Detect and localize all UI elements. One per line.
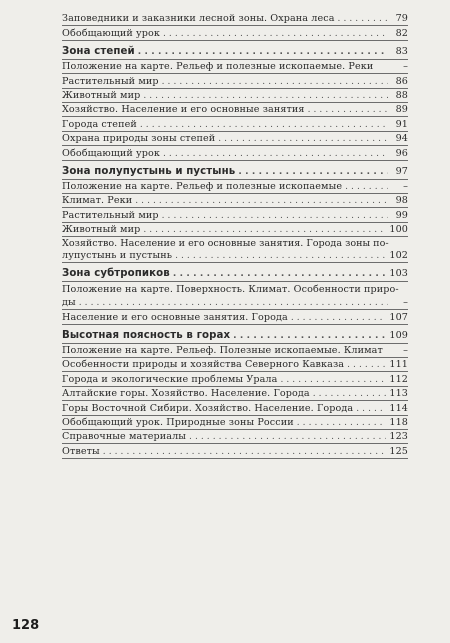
toc-entry bbox=[62, 372, 408, 386]
toc-entry bbox=[62, 103, 408, 117]
toc-entry bbox=[62, 387, 408, 401]
toc-entry-title: Население и его основные занятия. Города bbox=[62, 311, 288, 323]
dot-leader bbox=[347, 359, 386, 371]
toc-page-number: – bbox=[403, 180, 408, 192]
toc-page-number: 79 bbox=[395, 13, 408, 25]
toc-page-number: 107 bbox=[389, 311, 408, 323]
toc-entry-title: Хозяйство. Население и его основные занятия. Города зоны по- bbox=[62, 238, 389, 250]
toc-page-number: – bbox=[403, 61, 408, 73]
toc-entry-title: Положение на карте. Рельеф. Полезные ископаемые. Климат bbox=[62, 345, 383, 357]
toc-entry bbox=[62, 180, 408, 194]
toc-page-number: 100 bbox=[389, 224, 408, 236]
dot-leader bbox=[163, 28, 388, 40]
dot-leader bbox=[140, 119, 388, 131]
toc-section-heading bbox=[62, 41, 408, 60]
toc-entry bbox=[62, 146, 408, 160]
toc-entry-title: Хозяйство. Население и его основные занятия bbox=[62, 104, 305, 116]
toc-entry bbox=[62, 60, 408, 74]
dot-leader bbox=[173, 268, 387, 281]
toc-entry-title: Животный мир bbox=[62, 89, 141, 101]
dot-leader bbox=[103, 446, 387, 458]
toc-section-heading bbox=[62, 161, 408, 180]
toc-page-number: 94 bbox=[395, 133, 408, 145]
dot-leader bbox=[143, 224, 386, 236]
toc-entry-title: Города степей bbox=[62, 118, 137, 130]
toc-page-number: – bbox=[403, 297, 408, 309]
toc-entry-title: Растительный мир bbox=[62, 75, 159, 87]
toc-entry-title-cont: лупустынь и пустынь bbox=[62, 250, 173, 262]
dot-leader bbox=[356, 403, 386, 415]
dot-leader bbox=[297, 417, 387, 429]
toc-entry bbox=[62, 310, 408, 324]
toc-page-number: 96 bbox=[395, 147, 408, 159]
toc-entry-title: Ответы bbox=[62, 445, 100, 457]
toc-entry-title: Обобщающий урок. Природные зоны России bbox=[62, 416, 294, 428]
toc-page-number: 111 bbox=[389, 359, 408, 371]
toc-page-number: 83 bbox=[395, 45, 408, 57]
toc-entry-title: Заповедники и заказники лесной зоны. Охрана леса bbox=[62, 13, 335, 25]
dot-leader bbox=[163, 148, 388, 160]
toc-page-number: 125 bbox=[389, 445, 408, 457]
toc-entry bbox=[62, 344, 408, 358]
dot-leader bbox=[143, 90, 388, 102]
toc-page-number: 123 bbox=[389, 431, 408, 443]
dot-leader bbox=[313, 388, 387, 400]
toc-entry-title: Климат. Реки bbox=[62, 195, 133, 207]
toc-entry bbox=[62, 12, 408, 26]
toc-entry bbox=[62, 194, 408, 208]
toc-entry-title: Животный мир bbox=[62, 224, 141, 236]
toc-page-number: 112 bbox=[389, 373, 408, 385]
toc-page-number: – bbox=[403, 345, 408, 357]
dot-leader bbox=[345, 181, 388, 193]
toc-entry-title: Алтайские горы. Хозяйство. Население. Города bbox=[62, 388, 310, 400]
toc-entry bbox=[62, 358, 408, 372]
toc-page-number: 88 bbox=[395, 89, 408, 101]
toc-page-number: 86 bbox=[395, 75, 408, 87]
toc-entry bbox=[62, 401, 408, 415]
toc-entry bbox=[62, 223, 408, 237]
toc-entry bbox=[62, 89, 408, 103]
toc-page-number: 118 bbox=[389, 416, 408, 428]
dot-leader bbox=[218, 133, 388, 145]
toc-entry bbox=[62, 430, 408, 444]
toc-page-number: 99 bbox=[395, 209, 408, 221]
toc-page-number: 103 bbox=[389, 268, 408, 280]
toc-entry-title: Особенности природы и хозяйства Северного Кавказа bbox=[62, 359, 345, 371]
toc-entry-title: Обобщающий урок bbox=[62, 27, 160, 39]
section-title: Зона степей bbox=[62, 45, 135, 57]
toc-entry-title: Положение на карте. Рельеф и полезные ископаемые bbox=[62, 180, 343, 192]
page-number: 128 bbox=[12, 618, 40, 633]
dot-leader bbox=[280, 374, 386, 386]
toc-entry-title: ды bbox=[62, 297, 76, 309]
toc-entry-title: Положение на карте. Поверхность. Климат. Особенности приро- bbox=[62, 283, 399, 295]
toc-section-heading bbox=[62, 263, 408, 282]
dot-leader bbox=[308, 104, 388, 116]
toc-entry bbox=[62, 444, 408, 458]
toc-page-number: 98 bbox=[395, 195, 408, 207]
toc-page-number: 109 bbox=[389, 329, 408, 341]
section-title: Зона полупустынь и пустынь bbox=[62, 165, 236, 177]
toc-entry bbox=[62, 132, 408, 146]
toc-section-heading bbox=[62, 325, 408, 344]
dot-leader bbox=[338, 13, 388, 25]
toc-page-number: 97 bbox=[395, 165, 408, 177]
toc-entry-title: Охрана природы зоны степей bbox=[62, 133, 216, 145]
dot-leader bbox=[162, 210, 388, 222]
toc-entry-title: Положение на карте. Рельеф и полезные ископаемые. Реки bbox=[62, 61, 374, 73]
dot-leader bbox=[135, 195, 388, 207]
section-title: Высотная поясность в горах bbox=[62, 329, 231, 341]
toc-entry-title: Справочные материалы bbox=[62, 431, 187, 443]
toc-entry-title: Города и экологические проблемы Урала bbox=[62, 373, 278, 385]
toc-entry bbox=[62, 208, 408, 222]
toc-entry bbox=[62, 416, 408, 430]
toc-page-number: 89 bbox=[395, 104, 408, 116]
dot-leader bbox=[175, 250, 386, 262]
toc-page-number: 91 bbox=[395, 118, 408, 130]
dot-leader bbox=[79, 297, 388, 309]
dot-leader bbox=[233, 330, 386, 343]
toc-entry-title: Растительный мир bbox=[62, 209, 159, 221]
toc-page-number: 113 bbox=[389, 388, 408, 400]
dot-leader bbox=[189, 431, 386, 443]
toc-entry bbox=[62, 282, 408, 295]
toc-entry bbox=[62, 74, 408, 88]
section-title: Зона субтропиков bbox=[62, 268, 170, 280]
toc-entry bbox=[62, 237, 408, 263]
toc-page-number: 114 bbox=[389, 402, 408, 414]
toc-entry bbox=[62, 296, 408, 310]
toc-entry bbox=[62, 117, 408, 131]
toc-page-number: 102 bbox=[389, 250, 408, 262]
dot-leader bbox=[291, 312, 387, 324]
toc-entry-title: Обобщающий урок bbox=[62, 147, 160, 159]
dot-leader bbox=[138, 46, 388, 59]
toc-page-number: 82 bbox=[395, 27, 408, 39]
dot-leader bbox=[238, 166, 388, 179]
toc-entry bbox=[62, 26, 408, 40]
dot-leader bbox=[162, 76, 388, 88]
table-of-contents bbox=[62, 12, 408, 459]
toc-entry-title: Горы Восточной Сибири. Хозяйство. Население. Города bbox=[62, 402, 354, 414]
